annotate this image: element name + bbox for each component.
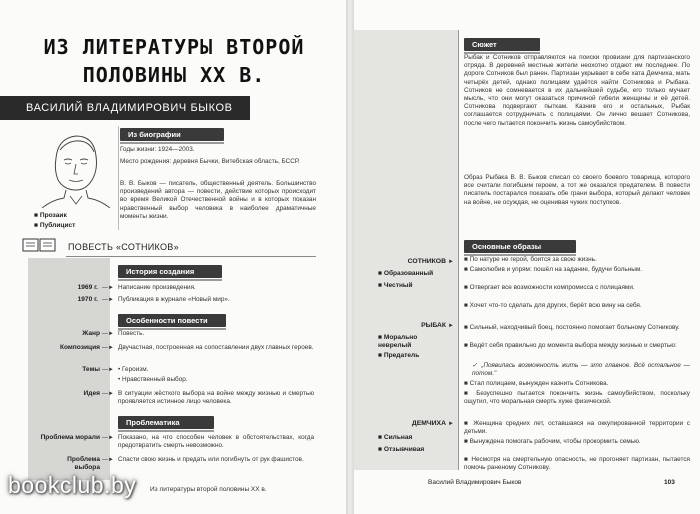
- trait-item: ■ Морально неврелый: [378, 334, 418, 349]
- trait-item: ■ Сильная: [378, 434, 413, 441]
- themes-label: Темы: [82, 366, 100, 373]
- arrow-icon: ►: [448, 421, 454, 427]
- theme-item: • Нравственный выбор.: [118, 376, 188, 383]
- bio-header: Из биографии: [120, 128, 224, 141]
- history-text: Написание произведения.: [118, 284, 196, 291]
- section-title-line2: ПОЛОВИНЫ XX В.: [82, 63, 266, 87]
- problem-text: Спасти свою жизнь и предать или погибнуть от рук фашистов.: [118, 456, 304, 463]
- arrow-icon: —►: [102, 285, 114, 291]
- plot-paragraph-1: Рыбак и Сотников отправляются на поиски провизии для партизанского отряда. В деревней местные жители неохотно отдают им последнее. По дороге Сотников был ранен. Партизан укрывает в себе хата Демчиха, мать четырёх детей, однако полицаям удаётся найти Сотникова и Рыбака. Сотников не сомневается в их дальнейшей судьбе, его только мучает мысль, что они могут оказаться причиной гибели женщины и её детей. Сотникова подвергают пыткам. Казнив его и остальных, Рыбак соглашается сотрудничать с полицаями. Он лично вешает Сотникова, после чего пытается покончить жизнь самоубийством.: [464, 54, 690, 127]
- arrow-icon: —►: [102, 297, 114, 303]
- page-number: 103: [664, 479, 675, 486]
- right-divider: [458, 30, 459, 470]
- povest-title: ПОВЕСТЬ «СОТНИКОВ»: [68, 242, 179, 252]
- character-point: ■ Стал полицаем, вынужден казнить Сотникова.: [464, 380, 609, 387]
- genre-label: Жанр: [82, 330, 100, 337]
- problem-label: Проблема морали: [40, 434, 100, 441]
- trait-item: ■ Отзывчивая: [378, 446, 425, 453]
- author-portrait: [36, 128, 114, 208]
- character-point: ■ По натуре не герой, боится за свою жизнь.: [464, 256, 597, 263]
- character-point: ■ Ведёт себя правильно до момента выбора между жизнью и смертью:: [464, 342, 677, 349]
- arrow-icon: ►: [448, 259, 454, 265]
- book-icon: [22, 237, 62, 255]
- images-header: Основные образы: [464, 240, 576, 253]
- character-quote: ✓ „Появилась возможность жить — это главное. Всё остальное — потом.": [472, 362, 690, 378]
- trait-item: ■ Честный: [378, 282, 413, 289]
- history-header: История создания: [118, 265, 222, 278]
- character-name: СОТНИКОВ: [407, 258, 446, 265]
- bio-divider: [118, 126, 119, 230]
- book-gutter: [346, 0, 354, 514]
- problem-text: Показано, на что способен человек в обстоятельствах, когда предотвратить смерть невозможно.: [118, 434, 314, 450]
- bio-text: В. В. Быков — писатель, общественный деятель. Большинство произведений автора — повести, действие которых происходит во время Великой Отечественной войны и в которых показан нравственный выбор человека в наиболее драматичные моменты жизни.: [120, 180, 316, 220]
- history-year: 1969 г.: [77, 284, 98, 291]
- povest-underline: [66, 256, 316, 257]
- plot-paragraph-2: Образ Рыбака В. В. Быков списал со своего боевого товарища, которого все считали погибшим героем, а тот же оказался предателем. В повести писатель постарался показать обе грани выбора, который делают человек на войне, не осуждая, не оценивая чужих поступков.: [464, 174, 690, 206]
- watermark: bookclub.by: [8, 472, 137, 498]
- theme-item: • Героизм.: [118, 366, 149, 373]
- history-year: 1970 г.: [77, 296, 98, 303]
- arrow-icon: —►: [102, 457, 114, 463]
- composition-value: Двучастная, построенная на сопоставлении двух главных героев.: [118, 344, 314, 351]
- left-footer: Из литературы второй половины XX в.: [150, 486, 267, 493]
- trait-item: ■ Образованный: [378, 270, 434, 277]
- section-title-line1: ИЗ ЛИТЕРАТУРЫ ВТОРОЙ: [43, 35, 305, 59]
- character-point: ■ Вынуждена помогать рабочим, чтобы прокормить семью.: [464, 438, 641, 445]
- idea-value: В ситуации жёсткого выбора на войне между жизнью и смертью проявляется истинное лицо человека.: [118, 390, 314, 406]
- footer-author: Василий Владимирович Быков: [428, 479, 522, 486]
- right-page: [354, 0, 700, 514]
- character-point: ■ Хочет что-то сделать для других, берёт всю вину на себя.: [464, 302, 642, 309]
- arrow-icon: ►: [448, 323, 454, 329]
- plot-header: Сюжет: [464, 38, 540, 51]
- role-item: ■ Публицист: [34, 222, 76, 229]
- arrow-icon: —►: [102, 345, 114, 351]
- arrow-icon: —►: [102, 331, 114, 337]
- character-point: ■ Сильный, находчивый боец, постоянно помогает больному Сотникову.: [464, 324, 680, 331]
- genre-value: Повесть.: [118, 330, 145, 337]
- bio-years: Годы жизни: 1924—2003.: [120, 146, 195, 153]
- character-name: РЫБАК: [421, 322, 446, 329]
- right-label-column: [354, 30, 458, 470]
- character-point: ■ Безуспешно пытается покончить жизнь самоубийством, поскольку ощутил, что моральная смерть хуже физической.: [464, 390, 690, 406]
- features-header: Особенности повести: [118, 314, 226, 327]
- bio-birth: Место рождения: деревня Бычки, Витебская область, БССР.: [120, 158, 300, 165]
- history-text: Публикация в журнале «Новый мир».: [118, 296, 230, 303]
- character-point: ■ Женщина средних лет, оставшаяся на оккупированной территории с детьми.: [464, 420, 690, 436]
- author-bar: ВАСИЛИЙ ВЛАДИМИРОВИЧ БЫКОВ: [0, 96, 250, 120]
- trait-item: ■ Предатель: [378, 352, 420, 359]
- character-point: ■ Самолюбив и упрям: пошёл на задание, будучи больным.: [464, 266, 643, 273]
- role-item: ■ Прозаик: [34, 212, 67, 219]
- problem-label: Проблема выбора: [67, 456, 100, 471]
- arrow-icon: —►: [102, 435, 114, 441]
- right-footer: [354, 476, 700, 490]
- problems-header: Проблематика: [118, 416, 214, 429]
- character-point: ■ Отвергает все возможности компромисса с полицаями.: [464, 284, 635, 291]
- arrow-icon: —►: [102, 367, 114, 373]
- character-name: ДЕМЧИХА: [411, 420, 446, 427]
- idea-label: Идея: [83, 390, 100, 397]
- character-point: ■ Несмотря на смертельную опасность, не прогоняет партизан, пытается помочь раненому Сотникову.: [464, 456, 690, 472]
- composition-label: Композиция: [59, 344, 100, 351]
- arrow-icon: —►: [102, 391, 114, 397]
- left-page: [0, 0, 346, 514]
